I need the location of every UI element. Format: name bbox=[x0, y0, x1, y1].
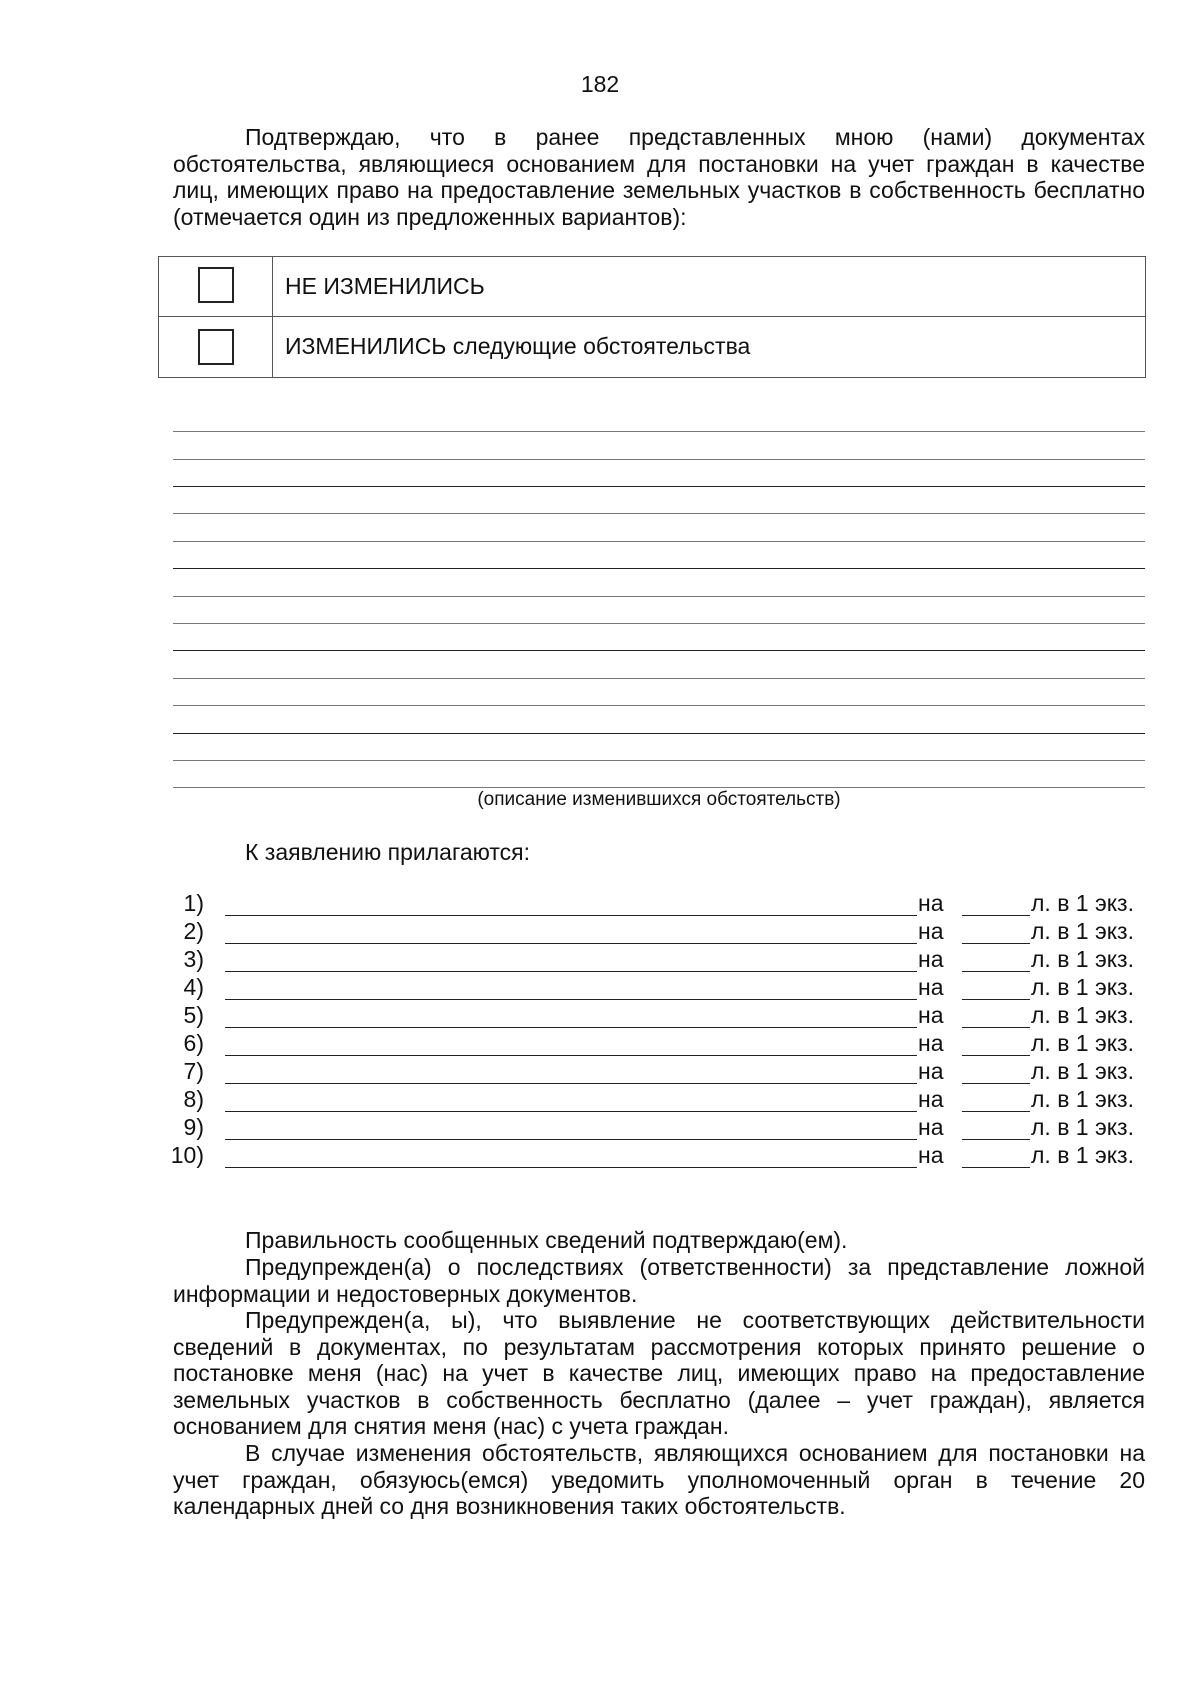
option-checkbox-cell bbox=[159, 316, 273, 377]
description-line[interactable] bbox=[173, 650, 1145, 651]
attachment-number: 6) bbox=[183, 1030, 204, 1056]
statement-notification-obligation: В случае изменения обстоятельств, являющихся основанием для постановки на учет граждан, обязуюсь(емся) уведомить уполномоченный орган в течение 20 календарных дней со дня возникновения таких обстоятельств. bbox=[173, 1440, 1145, 1519]
attachment-on-word: на bbox=[918, 1030, 944, 1056]
attachment-on-word: на bbox=[918, 1114, 944, 1140]
description-line[interactable] bbox=[173, 623, 1145, 624]
attachment-on-word: на bbox=[918, 1058, 944, 1084]
option-label-changed: ИЗМЕНИЛИСЬ следующие обстоятельства bbox=[285, 333, 751, 359]
description-line[interactable] bbox=[173, 787, 1145, 788]
attachment-sheets-field[interactable] bbox=[962, 943, 1030, 944]
attachment-sheets-field[interactable] bbox=[962, 1055, 1030, 1056]
description-line[interactable] bbox=[173, 486, 1145, 487]
attachment-sheets-field[interactable] bbox=[962, 1139, 1030, 1140]
attachment-sheets-field[interactable] bbox=[962, 1111, 1030, 1112]
attachment-copies-text: л. в 1 экз. bbox=[1031, 974, 1134, 1000]
attachment-on-word: на bbox=[918, 1142, 944, 1168]
attachment-on-word: на bbox=[918, 1086, 944, 1112]
description-line[interactable] bbox=[173, 568, 1145, 569]
statement-confirmation: Правильность сообщенных сведений подтверждаю(ем). bbox=[245, 1227, 848, 1253]
attachment-copies-text: л. в 1 экз. bbox=[1031, 1002, 1134, 1028]
attachments-title: К заявлению прилагаются: bbox=[245, 839, 531, 865]
attachment-row bbox=[0, 1141, 1200, 1169]
attachment-copies-text: л. в 1 экз. bbox=[1031, 1058, 1134, 1084]
attachment-name-field[interactable] bbox=[225, 1111, 917, 1112]
attachment-number: 7) bbox=[183, 1058, 204, 1084]
attachment-sheets-field[interactable] bbox=[962, 1027, 1030, 1028]
attachment-name-field[interactable] bbox=[225, 1055, 917, 1056]
attachment-name-field[interactable] bbox=[225, 999, 917, 1000]
attachment-number: 8) bbox=[183, 1086, 204, 1112]
attachment-row bbox=[0, 1001, 1200, 1029]
option-label-unchanged: НЕ ИЗМЕНИЛИСЬ bbox=[285, 273, 485, 299]
attachment-sheets-field[interactable] bbox=[962, 971, 1030, 972]
attachment-row bbox=[0, 1085, 1200, 1113]
attachment-name-field[interactable] bbox=[225, 1167, 917, 1168]
attachment-name-field[interactable] bbox=[225, 971, 917, 972]
description-line[interactable] bbox=[173, 431, 1145, 432]
option-row-changed[interactable] bbox=[159, 316, 1145, 377]
changed-checkbox[interactable] bbox=[198, 329, 234, 365]
attachment-name-field[interactable] bbox=[225, 1083, 917, 1084]
option-row-unchanged[interactable] bbox=[159, 257, 1145, 317]
attachment-row bbox=[0, 945, 1200, 973]
intro-paragraph: Подтверждаю, что в ранее представленных мною (нами) документах обстоятельства, являющиеся основанием для постановки на учет граждан в качестве лиц, имеющих право на предоставление земельных участков в собственность бесплатно (отмечается один из предложенных вариантов): bbox=[173, 124, 1145, 230]
attachment-row bbox=[0, 973, 1200, 1001]
page-number: 182 bbox=[580, 71, 620, 97]
description-line[interactable] bbox=[173, 733, 1145, 734]
description-line[interactable] bbox=[173, 705, 1145, 706]
description-line[interactable] bbox=[173, 541, 1145, 542]
attachment-copies-text: л. в 1 экз. bbox=[1031, 890, 1134, 916]
attachment-copies-text: л. в 1 экз. bbox=[1031, 1086, 1134, 1112]
description-caption: (описание изменившихся обстоятельств) bbox=[477, 789, 841, 810]
attachment-number: 10) bbox=[170, 1142, 204, 1168]
attachment-sheets-field[interactable] bbox=[962, 1083, 1030, 1084]
description-line[interactable] bbox=[173, 513, 1145, 514]
attachment-number: 1) bbox=[183, 890, 204, 916]
description-line[interactable] bbox=[173, 678, 1145, 679]
attachment-on-word: на bbox=[918, 890, 944, 916]
description-line[interactable] bbox=[173, 760, 1145, 761]
attachment-name-field[interactable] bbox=[225, 1139, 917, 1140]
attachment-row bbox=[0, 1113, 1200, 1141]
attachment-sheets-field[interactable] bbox=[962, 915, 1030, 916]
attachment-row bbox=[0, 889, 1200, 917]
attachment-on-word: на bbox=[918, 918, 944, 944]
attachment-number: 4) bbox=[183, 974, 204, 1000]
attachment-on-word: на bbox=[918, 946, 944, 972]
attachment-on-word: на bbox=[918, 1002, 944, 1028]
attachment-copies-text: л. в 1 экз. bbox=[1031, 918, 1134, 944]
attachment-on-word: на bbox=[918, 974, 944, 1000]
attachment-copies-text: л. в 1 экз. bbox=[1031, 1142, 1134, 1168]
attachment-name-field[interactable] bbox=[225, 943, 917, 944]
attachment-number: 2) bbox=[183, 918, 204, 944]
attachment-row bbox=[0, 1029, 1200, 1057]
attachment-name-field[interactable] bbox=[225, 915, 917, 916]
attachment-sheets-field[interactable] bbox=[962, 1167, 1030, 1168]
attachment-number: 9) bbox=[183, 1114, 204, 1140]
statement-deregistration-warning: Предупрежден(а, ы), что выявление не соответствующих действительности сведений в документах, по результатам рассмотрения которых принято решение о постановке меня (нас) на учет в качестве лиц, имеющих право на предоставление земельных участков в собственность бесплатно (далее – учет граждан), является основанием для снятия меня (нас) с учета граждан. bbox=[173, 1307, 1145, 1439]
description-line[interactable] bbox=[173, 596, 1145, 597]
description-line[interactable] bbox=[173, 459, 1145, 460]
attachment-copies-text: л. в 1 экз. bbox=[1031, 946, 1134, 972]
attachment-copies-text: л. в 1 экз. bbox=[1031, 1114, 1134, 1140]
status-options-table bbox=[158, 256, 1146, 378]
attachment-name-field[interactable] bbox=[225, 1027, 917, 1028]
attachment-number: 3) bbox=[183, 946, 204, 972]
attachment-row bbox=[0, 917, 1200, 945]
attachment-number: 5) bbox=[183, 1002, 204, 1028]
statement-liability-warning: Предупрежден(а) о последствиях (ответственности) за представление ложной информации и недостоверных документов. bbox=[173, 1254, 1145, 1307]
unchanged-checkbox[interactable] bbox=[198, 267, 234, 303]
attachment-sheets-field[interactable] bbox=[962, 999, 1030, 1000]
attachment-row bbox=[0, 1057, 1200, 1085]
option-checkbox-cell bbox=[159, 257, 273, 316]
attachment-copies-text: л. в 1 экз. bbox=[1031, 1030, 1134, 1056]
